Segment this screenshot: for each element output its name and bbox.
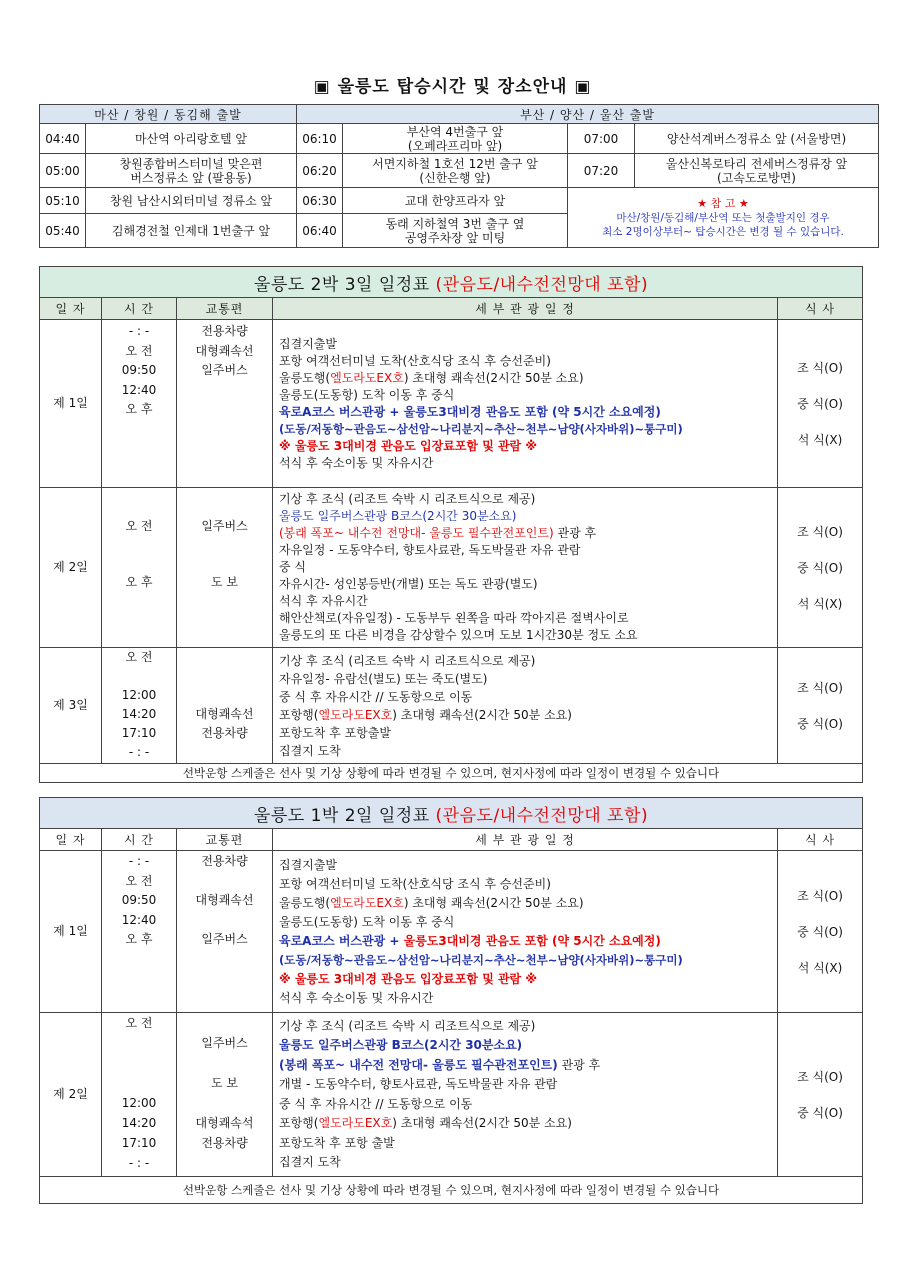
detail-line: [279, 404, 774, 421]
day-meals: [778, 488, 863, 648]
detail-line: 포항도착 후 포항출발: [279, 725, 391, 740]
boarding-time: 05:10: [40, 188, 86, 214]
time-cell: - : -: [128, 324, 150, 338]
detail-line: [279, 525, 774, 542]
day-label: 제 1일: [40, 851, 102, 1013]
day-times: [102, 320, 177, 488]
detail-segment: ) 초대형 쾌속선(2시간 50분 소요): [403, 370, 584, 385]
detail-segment: 울릉도3대비경 관음도 포함 (약 5시간 소요예정): [403, 404, 661, 419]
schedule-title-main: 울릉도 1박 2일 일정표: [253, 805, 430, 826]
detail-line: 포항 여객선터미널 도착(산호식당 조식 후 승선준비): [279, 876, 551, 891]
detail-segment: 포항행(: [279, 1116, 319, 1130]
col-detail: 세 부 관 광 일 정: [273, 829, 778, 851]
detail-line: 자유일정- 유람선(별도) 또는 죽도(별도): [279, 671, 488, 686]
spacer-line: [180, 667, 269, 686]
col-meal: 식 사: [778, 829, 863, 851]
detail-segment: 울릉도행(: [279, 895, 331, 910]
boarding-time: 06:10: [297, 124, 343, 154]
spacer-line: [180, 686, 269, 705]
time-cell: 오 전: [125, 343, 153, 358]
detail-segment: (봉래 폭포~ 내수전 전망대- 울릉도 필수관전포인트): [279, 1057, 558, 1072]
detail-line: (도동/저동항~관음도~삼선암~나리분지~추산~천부~남양(사자바위)~통구미): [279, 421, 683, 436]
detail-line: 중 식: [279, 560, 306, 574]
detail-segment: 엘도라도EX호: [318, 1116, 393, 1130]
time-cell: 09:50: [121, 363, 157, 377]
detail-line: 포항 여객선터미널 도착(산호식당 조식 후 승선준비): [279, 353, 551, 368]
boarding-place: 양산석계버스정류소 앞 (서울방면): [635, 124, 879, 154]
boarding-time: 06:40: [297, 214, 343, 248]
transport-cell: 일주버스: [201, 363, 248, 377]
notice-star: ★ 참 고 ★: [697, 196, 749, 210]
detail-line: 울릉도(도동항) 도착 이동 후 중식: [279, 914, 455, 929]
boarding-notice: [568, 188, 879, 248]
detail-line: 석식 후 숙소이동 및 자유시간: [279, 455, 434, 470]
day-detail: [273, 1013, 778, 1177]
col-detail: 세 부 관 광 일 정: [273, 298, 778, 320]
day-detail: [273, 648, 778, 764]
transport-cell: 대형쾌속선: [195, 343, 254, 358]
detail-line: 자유시간- 성인봉등반(개별) 또는 독도 관광(별도): [279, 577, 538, 591]
time-cell: 14:20: [121, 1116, 157, 1130]
spacer-line: [180, 540, 269, 568]
time-cell: 17:10: [121, 1136, 157, 1150]
transport-cell: 전용차량: [201, 324, 248, 338]
meal-cell: 중 식(O): [797, 924, 843, 939]
detail-segment: 육로A코스 버스관광 +: [279, 933, 404, 948]
time-cell: 12:40: [121, 912, 157, 927]
boarding-time: 05:00: [40, 154, 86, 188]
detail-line: 석식 후 숙소이동 및 자유시간: [279, 990, 434, 1005]
detail-line: [279, 1114, 774, 1134]
col-transport: 교통편: [177, 829, 273, 851]
boarding-time: 06:30: [297, 188, 343, 214]
spacer-line: [105, 540, 173, 568]
day-detail: [273, 488, 778, 648]
meal-cell: 석 식(X): [797, 596, 843, 611]
boarding-right-header: 부산 / 양산 / 울산 출발: [297, 105, 879, 124]
boarding-place: 창원종합버스터미널 맞은편 버스정류소 앞 (팔용동): [86, 154, 297, 188]
time-cell: - : -: [128, 745, 150, 759]
boarding-time: 05:40: [40, 214, 86, 248]
day-times: [102, 851, 177, 1013]
boarding-time: 04:40: [40, 124, 86, 154]
day-label: 제 3일: [40, 648, 102, 764]
time-cell: 12:40: [121, 382, 157, 397]
col-time: 시 간: [102, 298, 177, 320]
day-label: 제 1일: [40, 320, 102, 488]
meal-cell: 중 식(O): [797, 560, 843, 575]
detail-segment: 엘도라도EX호: [318, 707, 393, 722]
meal-cell: 조 식(O): [797, 680, 843, 695]
detail-line: 울릉도 일주버스관광 B코스(2시간 30분소요): [279, 509, 517, 523]
boarding-place: 교대 한양프라자 앞: [343, 188, 568, 214]
detail-segment: (봉래 폭포~ 내수전 전망대- 울릉도 필수관전포인트): [279, 526, 554, 540]
detail-line: 기상 후 조식 (리조트 숙박 시 리조트식으로 제공): [279, 492, 536, 506]
day-detail: [273, 851, 778, 1013]
day-meals: [778, 320, 863, 488]
detail-segment: 육로A코스 버스관광 +: [279, 404, 404, 419]
schedule-footer: 선박운항 스케줄은 선사 및 기상 상황에 따라 변경될 수 있으며, 현지사정에 따라 일정이 변경될 수 있습니다: [40, 1177, 863, 1204]
transport-cell: 대형쾌속선: [195, 707, 254, 721]
time-cell: 오 전: [125, 873, 153, 888]
schedule-footer: 선박운항 스케줄은 선사 및 기상 상황에 따라 변경될 수 있으며, 현지사정에 따라 일정이 변경될 수 있습니다: [40, 764, 863, 783]
time-cell: 09:50: [121, 893, 157, 907]
day-times: [102, 488, 177, 648]
schedule-3d-table: [39, 266, 863, 783]
boarding-place: 서면지하철 1호선 12번 출구 앞 (신한은행 앞): [343, 154, 568, 188]
spacer-line: [180, 911, 269, 931]
detail-line: ※ 울릉도 3대비경 관음도 입장료포함 및 관람 ※: [279, 971, 537, 986]
day-transport: [177, 488, 273, 648]
page-title: ▣ 울릉도 탑승시간 및 장소안내 ▣: [313, 77, 592, 97]
schedule-title-sub: (관음도/내수전전망대 포함): [435, 274, 649, 295]
schedule-title: [40, 798, 863, 829]
meal-cell: 석 식(X): [797, 960, 843, 975]
spacer-line: [180, 648, 269, 667]
time-cell: 오 후: [125, 402, 153, 416]
notice-line: 최소 2명이상부터~ 탑승시간은 변경 될 수 있습니다.: [602, 225, 844, 238]
detail-line: 자유일정 - 도동약수터, 향토사료관, 독도박물관 자유 관람: [279, 543, 581, 557]
schedule-title: [40, 267, 863, 298]
detail-line: 기상 후 조식 (리조트 숙박 시 리조트식으로 제공): [279, 1018, 536, 1033]
detail-line: 집결지출발: [279, 857, 337, 872]
spacer-line: [180, 1013, 269, 1033]
detail-line: 울릉도 일주버스관광 B코스(2시간 30분소요): [279, 1038, 523, 1052]
detail-line: 집결지 도착: [279, 743, 341, 758]
boarding-table: [39, 104, 879, 248]
detail-segment: ) 초대형 쾌속선(2시간 50분 소요): [392, 1116, 572, 1130]
detail-line: 집결지출발: [279, 336, 337, 351]
day-label: 제 2일: [40, 1013, 102, 1177]
spacer-line: [105, 596, 173, 624]
boarding-place: 김해경전철 인제대 1번출구 앞: [86, 214, 297, 248]
meal-cell: 석 식(X): [797, 432, 843, 447]
transport-cell: 도 보: [211, 1076, 238, 1090]
detail-line: 울릉도의 또 다른 비경을 감상할수 있으며 도보 1시간30분 정도 소요: [279, 628, 638, 642]
col-transport: 교통편: [177, 298, 273, 320]
detail-segment: 울릉도3대비경 관음도 포함 (약 5시간 소요예정): [403, 933, 661, 948]
time-cell: - : -: [128, 854, 150, 868]
detail-line: 집결지 도착: [279, 1155, 341, 1169]
time-cell: 오 전: [125, 518, 153, 533]
schedule-title-sub: (관음도/내수전전망대 포함): [435, 805, 649, 826]
spacer-line: [180, 1053, 269, 1073]
day-transport: [177, 1013, 273, 1177]
detail-segment: ) 초대형 쾌속선(2시간 50분 소요): [403, 895, 584, 910]
spacer-line: [105, 1073, 173, 1093]
col-day: 일 자: [40, 298, 102, 320]
time-cell: 12:00: [121, 1096, 157, 1110]
boarding-time: 07:20: [568, 154, 635, 188]
meal-cell: 조 식(O): [797, 888, 843, 903]
col-time: 시 간: [102, 829, 177, 851]
transport-cell: 대형쾌속선: [195, 893, 254, 907]
spacer-line: [180, 872, 269, 892]
day-times: [102, 1013, 177, 1177]
schedule-2d-table: [39, 797, 863, 1204]
meal-cell: 조 식(O): [797, 1069, 843, 1084]
detail-line: [279, 1056, 774, 1076]
detail-line: [279, 370, 774, 387]
day-meals: [778, 648, 863, 764]
day-transport: [177, 851, 273, 1013]
spacer-line: [105, 667, 173, 686]
detail-segment: 울릉도행(: [279, 370, 331, 385]
boarding-place: 마산역 아리랑호텔 앞: [86, 124, 297, 154]
transport-cell: 전용차량: [201, 726, 248, 740]
spacer-line: [180, 596, 269, 624]
boarding-place: 동래 지하철역 3번 출구 옆 공영주차장 앞 미팅: [343, 214, 568, 248]
detail-segment: 관광 후: [553, 526, 597, 540]
boarding-left-header: 마산 / 창원 / 동김해 출발: [40, 105, 297, 124]
notice-line: 마산/창원/동김해/부산역 또는 첫출발지인 경우: [616, 211, 830, 224]
transport-cell: 대형쾌속석: [195, 1116, 254, 1130]
day-times: [102, 648, 177, 764]
day-detail: [273, 320, 778, 488]
meal-cell: 조 식(O): [797, 360, 843, 375]
boarding-time: 07:00: [568, 124, 635, 154]
detail-segment: 관광 후: [557, 1057, 601, 1072]
detail-segment: 포항행(: [279, 707, 319, 722]
meal-cell: 중 식(O): [797, 716, 843, 731]
boarding-place: 창원 남산시외터미널 정류소 앞: [86, 188, 297, 214]
boarding-place: 부산역 4번출구 앞 (오페라프리마 앞): [343, 124, 568, 154]
transport-cell: 일주버스: [201, 932, 248, 946]
spacer-line: [180, 1153, 269, 1173]
time-cell: 14:20: [121, 707, 157, 721]
transport-cell: 일주버스: [201, 518, 248, 533]
detail-line: [279, 706, 774, 724]
day-meals: [778, 851, 863, 1013]
detail-segment: ) 초대형 쾌속선(2시간 50분 소요): [392, 707, 572, 722]
transport-cell: 일주버스: [201, 1036, 248, 1050]
transport-cell: 전용차량: [201, 854, 248, 868]
day-label: 제 2일: [40, 488, 102, 648]
col-meal: 식 사: [778, 298, 863, 320]
time-cell: 17:10: [121, 726, 157, 740]
boarding-place: 울산신복로타리 전세버스정류장 앞 (고속도로방면): [635, 154, 879, 188]
spacer-line: [105, 1053, 173, 1073]
schedule-title-main: 울릉도 2박 3일 일정표: [253, 274, 430, 295]
detail-segment: 엘도라도EX호: [330, 895, 404, 910]
time-cell: - : -: [128, 1156, 150, 1170]
spacer-line: [180, 1093, 269, 1113]
detail-line: (도동/저동항~관음도~삼선암~나리분지~추산~천부~남양(사자바위)~통구미): [279, 952, 683, 967]
detail-line: 석식 후 자유시간: [279, 594, 368, 608]
time-cell: 오 전: [125, 650, 153, 664]
detail-line: 기상 후 조식 (리조트 숙박 시 리조트식으로 제공): [279, 653, 536, 668]
detail-line: 중 식 후 자유시간 // 도동항으로 이동: [279, 1096, 473, 1111]
detail-line: ※ 울릉도 3대비경 관음도 입장료포함 및 관람 ※: [279, 438, 537, 453]
meal-cell: 중 식(O): [797, 1105, 843, 1120]
detail-line: 개별 - 도동약수터, 향토사료관, 독도박물관 자유 관람: [279, 1077, 558, 1091]
detail-line: 해안산책로(자유일정) - 도동부두 왼쪽을 따라 깍아지른 절벽사이로: [279, 611, 629, 625]
time-cell: 오 후: [125, 932, 153, 946]
detail-segment: 엘도라도EX호: [330, 370, 404, 385]
meal-cell: 조 식(O): [797, 524, 843, 539]
day-transport: [177, 320, 273, 488]
detail-line: 포항도착 후 포항 출발: [279, 1135, 395, 1150]
col-day: 일 자: [40, 829, 102, 851]
detail-line: [279, 894, 774, 913]
day-transport: [177, 648, 273, 764]
meal-cell: 중 식(O): [797, 396, 843, 411]
detail-line: 울릉도(도동항) 도착 이동 후 중식: [279, 387, 455, 402]
spacer-line: [180, 743, 269, 762]
transport-cell: 전용차량: [201, 1136, 248, 1150]
transport-cell: 도 보: [211, 574, 238, 589]
day-meals: [778, 1013, 863, 1177]
time-cell: 오 전: [125, 1016, 153, 1030]
detail-line: [279, 932, 774, 951]
spacer-line: [105, 1033, 173, 1053]
detail-line: 중 식 후 자유시간 // 도동항으로 이동: [279, 689, 473, 704]
time-cell: 12:00: [121, 688, 157, 702]
time-cell: 오 후: [125, 574, 153, 589]
boarding-time: 06:20: [297, 154, 343, 188]
